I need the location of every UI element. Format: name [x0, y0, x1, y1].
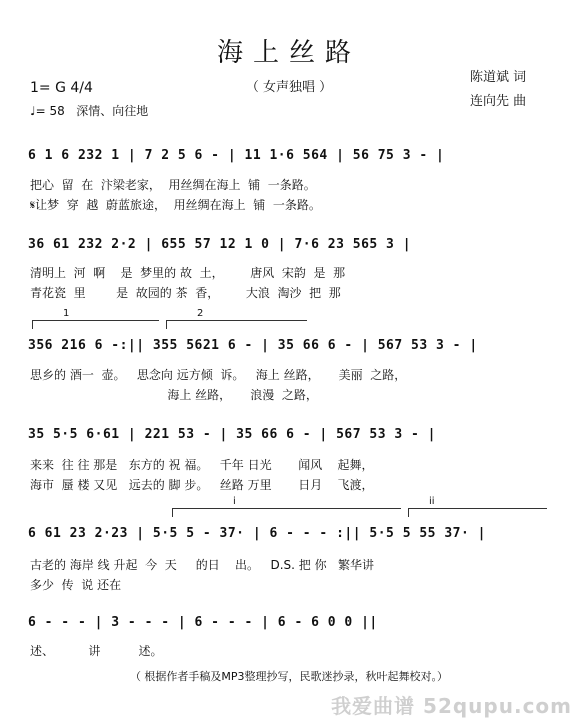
transcription-note: （ 根据作者手稿及MP3整理抄写，民歌迷抄录，秋叶起舞校对。）: [129, 670, 449, 683]
lyric-line-3a: 思乡的 酒一 壶。 思念向 远方倾 诉。 海上 丝路， 美丽 之路，: [30, 368, 407, 382]
lyric-line-4a: 来来 往 往 那是 东方的 祝 福。 千年 日光 闻风 起舞，: [30, 458, 374, 472]
volta-label-2: 2: [197, 308, 204, 319]
volta-label-i: i: [233, 496, 236, 507]
notation-line-6: 6 - - - | 3 - - - | 6 - - - | 6 - 6 0 0 ||: [28, 615, 378, 630]
volta-bracket-2: [166, 308, 307, 329]
notation-line-4: 35 5·5 6·61 | 221 53 - | 35 66 6 - | 567 53 3 - |: [28, 427, 437, 442]
volta-label-ii: ii: [429, 496, 435, 507]
volta-label-1: 1: [63, 308, 70, 319]
notation-line-3: 356 216 6 -:|| 355 5621 6 - | 35 66 6 - | 567 53 3 - |: [28, 338, 478, 353]
volta-bracket-i: [172, 496, 401, 517]
notation-line-1: 6 1 6 232 1 | 7 2 5 6 - | 11 1·6 564 | 56 75 3 - |: [28, 148, 445, 163]
song-title: 海上丝路: [216, 38, 361, 68]
lyric-line-1a: 把心 留 在 汴梁老家， 用丝绸在海上 铺 一条路。: [30, 178, 316, 192]
lyric-line-4b: 海市 蜃 楼 又见 远去的 脚 步。 丝路 万里 日月 飞渡，: [30, 478, 374, 492]
volta-bracket-1: [32, 308, 159, 329]
key-signature: 1= G 4/4: [30, 80, 93, 96]
lyricist-credit: 陈道斌 词: [470, 70, 527, 85]
lyric-line-5b: 多少 传 说 还在: [30, 578, 122, 592]
composer-credit: 连向先 曲: [470, 94, 527, 109]
tempo-marking: ♩= 58 深情、向往地: [30, 104, 149, 118]
volta-bracket-ii: [408, 496, 547, 517]
watermark-logo: 我爱曲谱 52qupu.com: [331, 694, 572, 718]
notation-line-5: 6 61 23 2·23 | 5·5 5 - 37· | 6 - - - :|| 5·5 5 55 37· |: [28, 526, 486, 541]
notation-line-2: 36 61 232 2·2 | 655 57 12 1 0 | 7·6 23 565 3 |: [28, 237, 412, 252]
lyric-line-1b: 𝄋让梦 穿 越 蔚蓝旅途， 用丝绸在海上 铺 一条路。: [30, 198, 321, 212]
lyric-line-6a: 述、 讲 述。: [30, 644, 163, 658]
lyric-line-5a: 古老的 海岸 线 升起 今 天 的日 出。 D.S. 把 你 繁华讲: [30, 558, 375, 572]
song-subtitle: （ 女声独唱 ）: [245, 80, 333, 95]
lyric-line-2b: 青花瓷 里 是 故园的 茶 香， 大浪 淘沙 把 那: [30, 286, 341, 300]
lyric-line-2a: 清明上 河 啊 是 梦里的 故 土， 唐风 宋韵 是 那: [30, 266, 346, 280]
lyric-line-3b: 海上 丝路， 浪漫 之路，: [30, 388, 318, 402]
